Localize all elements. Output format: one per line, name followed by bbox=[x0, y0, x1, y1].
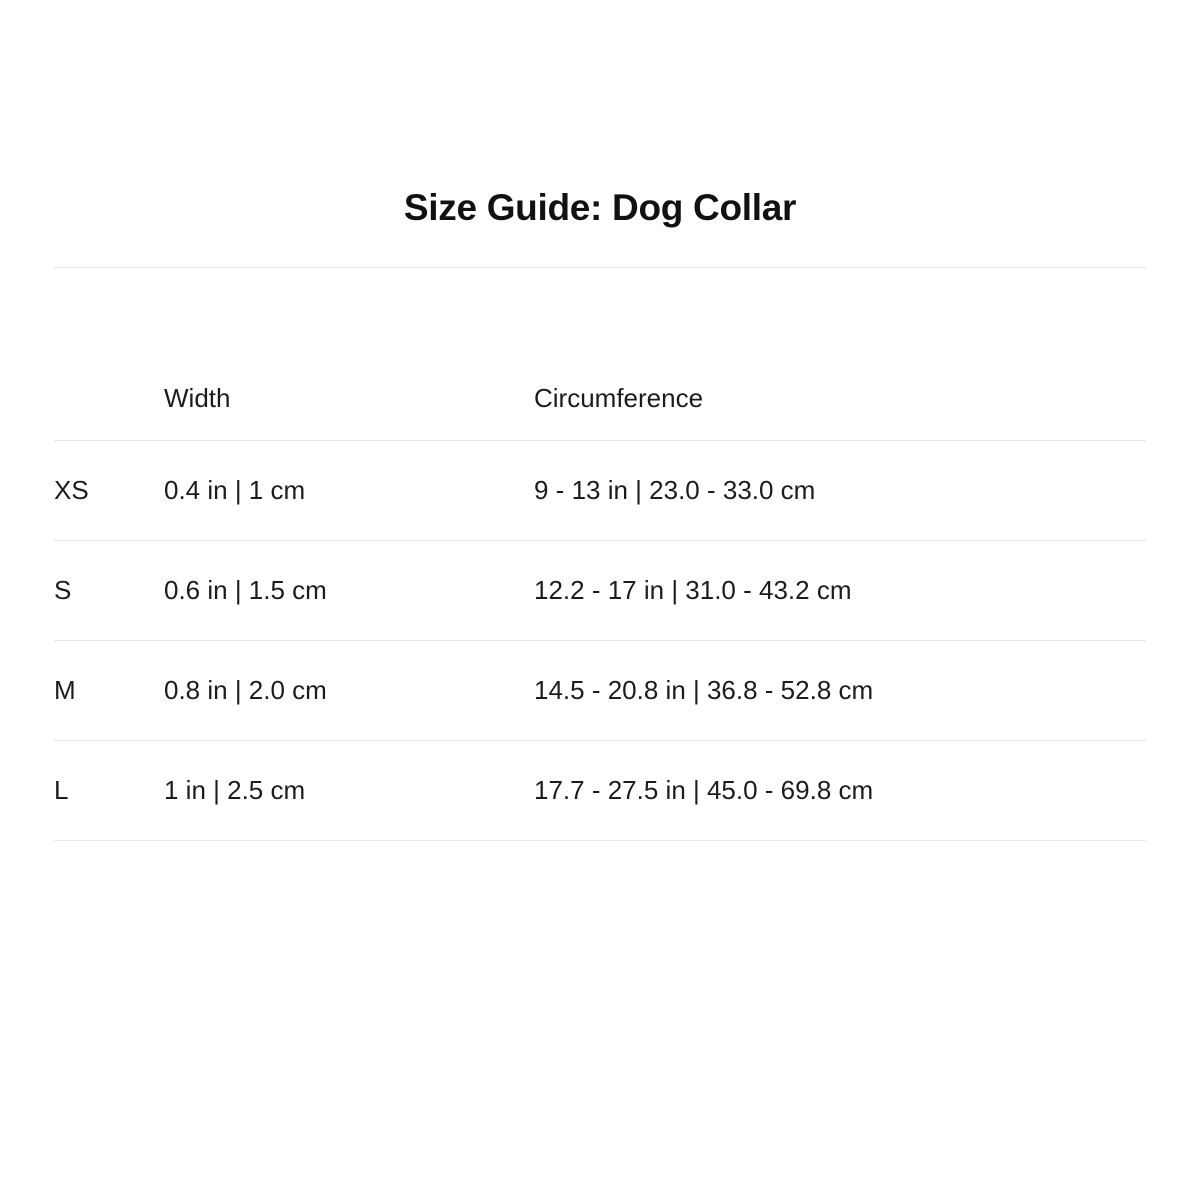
size-table-container bbox=[54, 268, 1146, 841]
cell-size: L bbox=[54, 740, 164, 840]
table-header-row bbox=[54, 360, 1146, 441]
table-row bbox=[54, 740, 1146, 840]
cell-width: 1 in | 2.5 cm bbox=[164, 740, 534, 840]
column-header-circumference: Circumference bbox=[534, 360, 1146, 441]
table-row bbox=[54, 640, 1146, 740]
column-header-size bbox=[54, 360, 164, 441]
table-row bbox=[54, 540, 1146, 640]
cell-size: M bbox=[54, 640, 164, 740]
table-row bbox=[54, 440, 1146, 540]
size-guide-table bbox=[54, 360, 1146, 841]
cell-circumference: 17.7 - 27.5 in | 45.0 - 69.8 cm bbox=[534, 740, 1146, 840]
cell-circumference: 12.2 - 17 in | 31.0 - 43.2 cm bbox=[534, 540, 1146, 640]
cell-width: 0.8 in | 2.0 cm bbox=[164, 640, 534, 740]
cell-size: S bbox=[54, 540, 164, 640]
table-body bbox=[54, 440, 1146, 840]
page-title: Size Guide: Dog Collar bbox=[403, 187, 797, 228]
table-header bbox=[54, 360, 1146, 441]
cell-circumference: 9 - 13 in | 23.0 - 33.0 cm bbox=[534, 440, 1146, 540]
column-header-width: Width bbox=[164, 360, 534, 441]
cell-size: XS bbox=[54, 440, 164, 540]
cell-width: 0.6 in | 1.5 cm bbox=[164, 540, 534, 640]
cell-circumference: 14.5 - 20.8 in | 36.8 - 52.8 cm bbox=[534, 640, 1146, 740]
cell-width: 0.4 in | 1 cm bbox=[164, 440, 534, 540]
